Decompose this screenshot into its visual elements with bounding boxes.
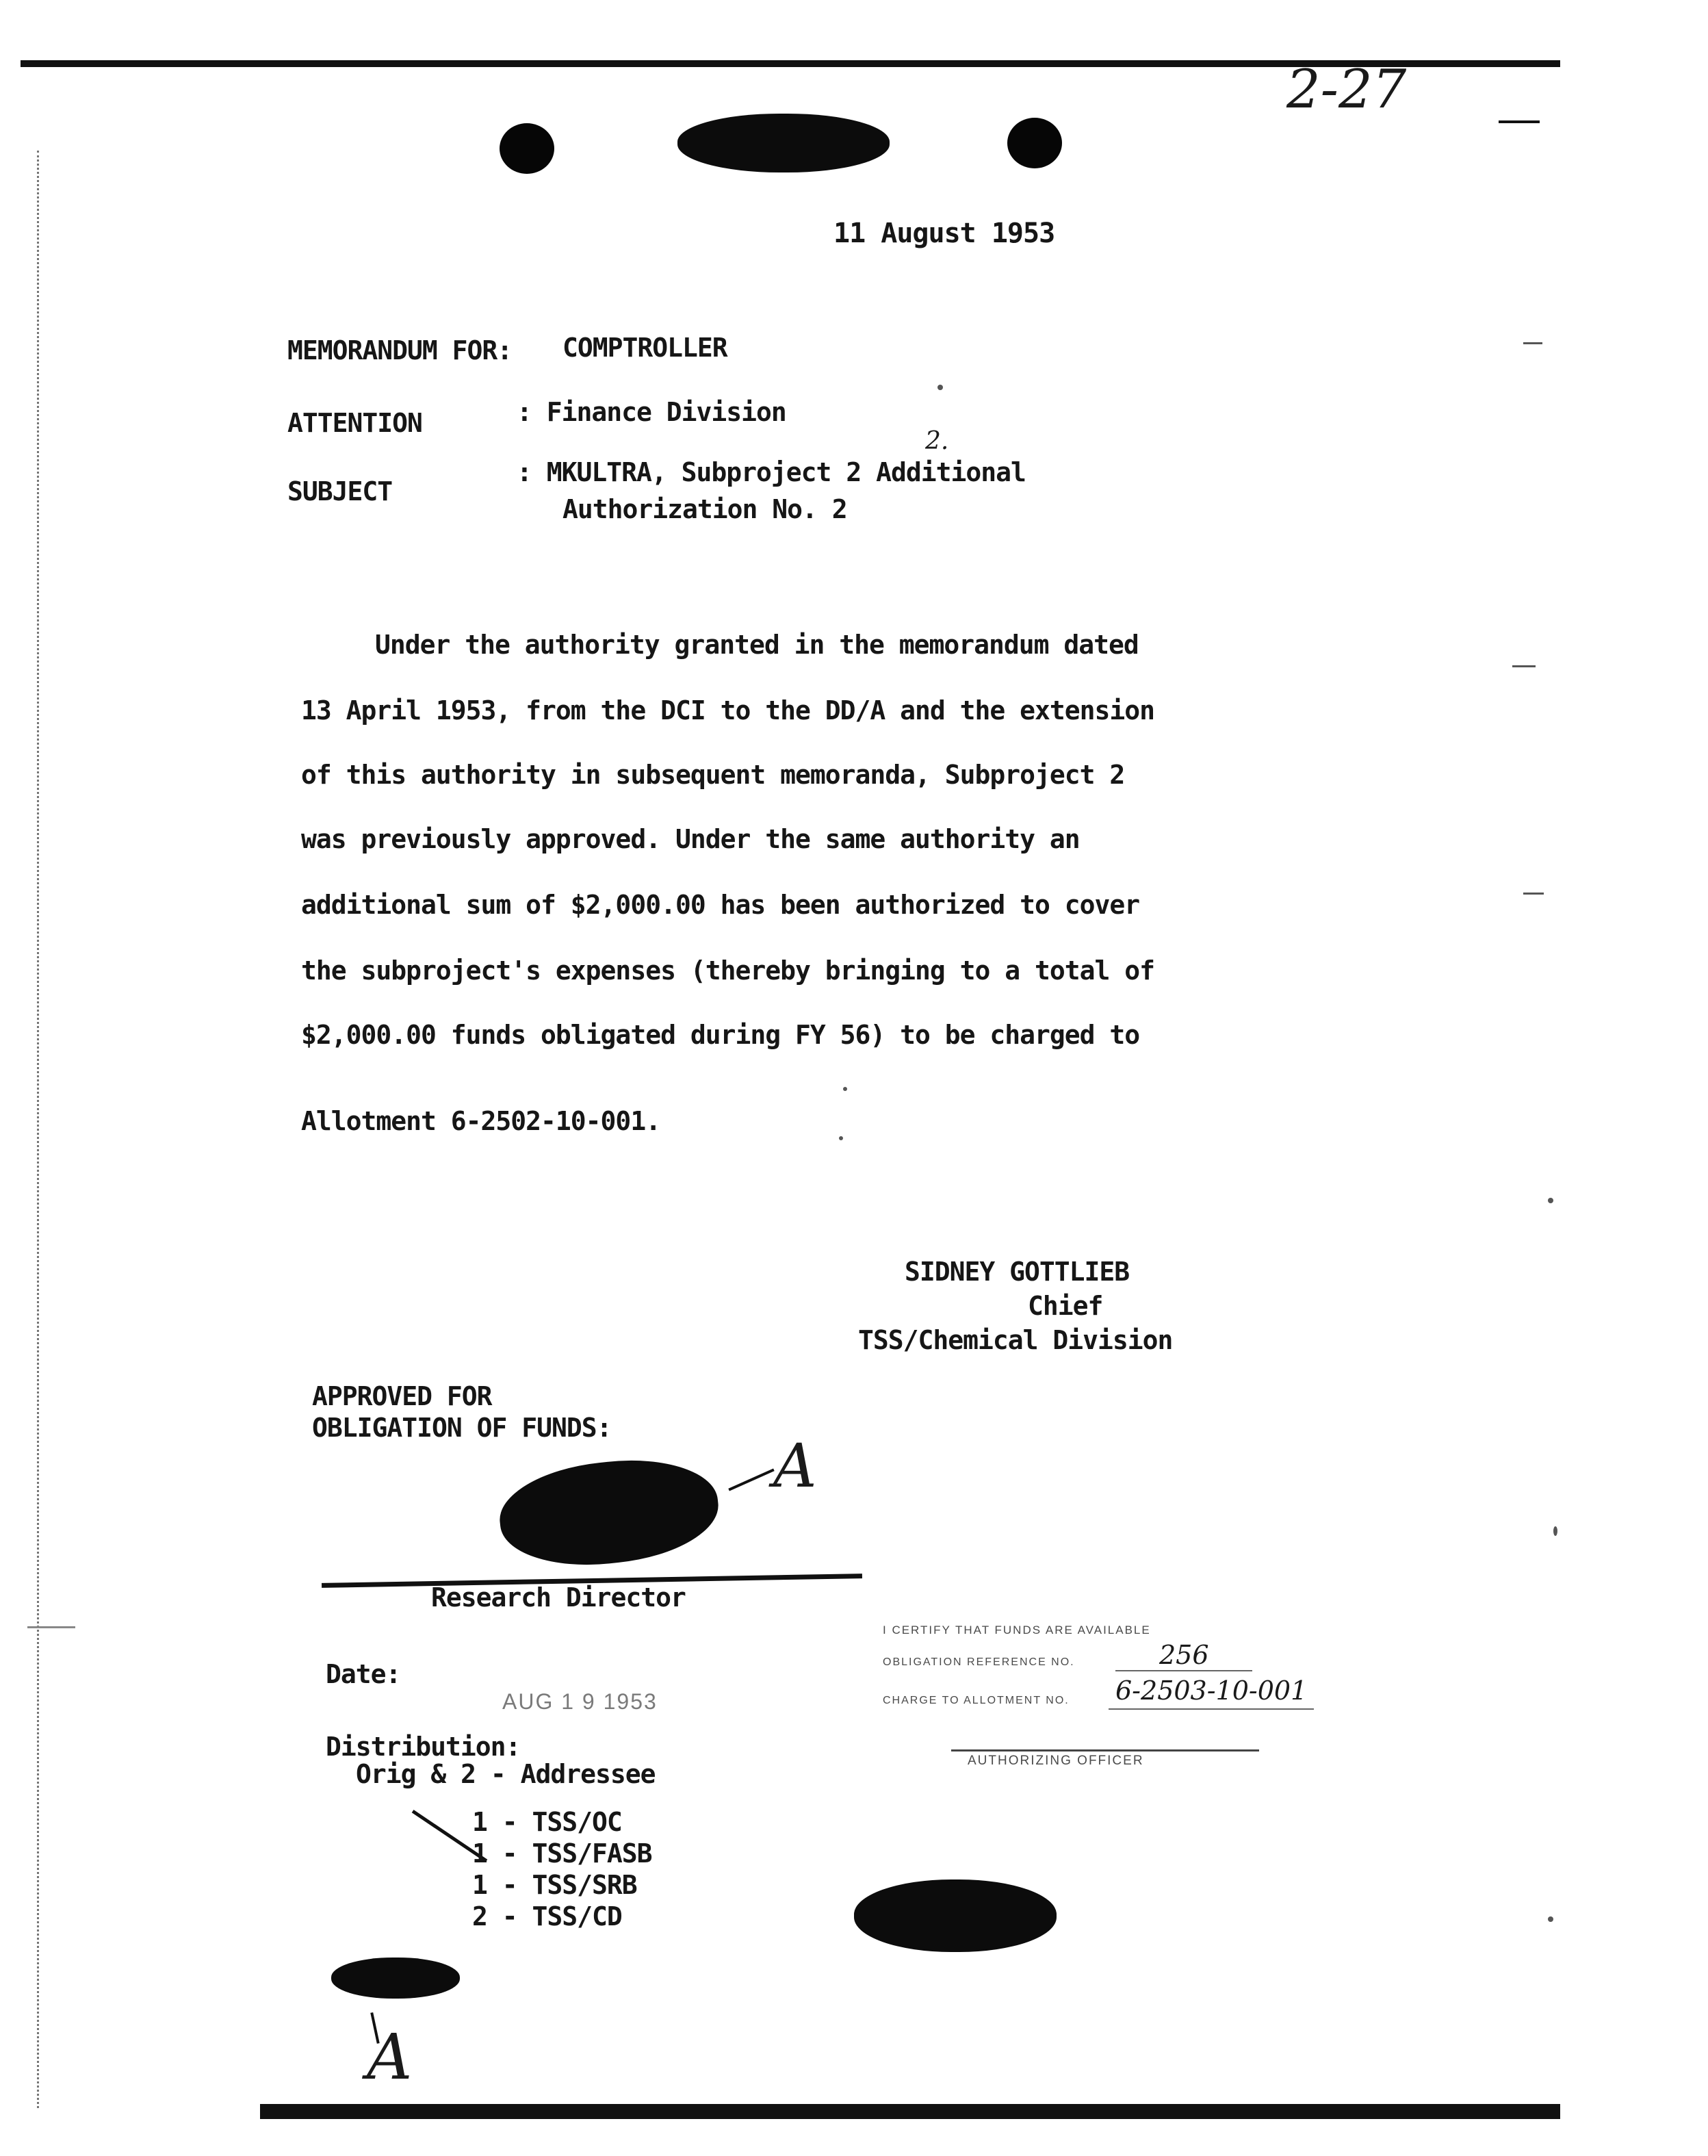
distribution-item-4: 2 - TSS/CD [472, 1901, 622, 1932]
scan-speck [1512, 665, 1536, 667]
scan-speck [1523, 342, 1542, 344]
memo-for-label: MEMORANDUM FOR: [287, 335, 513, 365]
approval-mark-stroke [728, 1469, 774, 1491]
body-line-5: additional sum of $2,000.00 has been authorized to cover [301, 890, 1140, 920]
certify-line-2-label: OBLIGATION REFERENCE NO. [883, 1656, 1075, 1668]
body-line-1: Under the authority granted in the memorandum dated [375, 630, 1139, 660]
certify-line-3-label: CHARGE TO ALLOTMENT NO. [883, 1695, 1070, 1706]
distribution-item-3: 1 - TSS/SRB [472, 1870, 637, 1900]
left-margin-line [37, 151, 39, 2108]
certify-officer-label: AUTHORIZING OFFICER [968, 1754, 1144, 1768]
redaction-top [677, 114, 890, 172]
scan-speck [27, 1626, 75, 1628]
certify-line-2-value: 256 [1159, 1640, 1209, 1670]
attention-value: : Finance Division [517, 397, 786, 427]
redaction-bottom-left [331, 1958, 460, 1999]
redaction-distribution-right [854, 1879, 1057, 1952]
punch-hole-left [500, 123, 554, 174]
scan-speck [839, 1136, 843, 1140]
scan-speck [937, 385, 943, 390]
body-line-6: the subproject's expenses (thereby bringing to a total of [301, 955, 1155, 986]
approver-role: Research Director [431, 1582, 686, 1613]
certify-officer-line [951, 1749, 1259, 1751]
attention-label: ATTENTION [287, 408, 422, 438]
distribution-item-1: 1 - TSS/OC [472, 1807, 622, 1837]
approval-line1: APPROVED FOR [312, 1381, 492, 1411]
approval-line2: OBLIGATION OF FUNDS: [312, 1413, 612, 1443]
body-line-2: 13 April 1953, from the DCI to the DD/A and the extension [301, 695, 1155, 726]
subject-label: SUBJECT [287, 476, 393, 506]
signer-name: SIDNEY GOTTLIEB [905, 1257, 1130, 1287]
distribution-item-2: 1 - TSS/FASB [472, 1838, 652, 1869]
signer-title: Chief [1028, 1291, 1103, 1321]
distribution-label: Distribution: [326, 1732, 521, 1762]
date-label: Date: [326, 1659, 401, 1689]
certify-line-2-underline [1115, 1670, 1252, 1671]
scan-speck [843, 1087, 847, 1091]
scan-speck [1523, 893, 1544, 895]
bottom-scan-border [260, 2104, 1560, 2119]
approval-handwritten-mark: A [773, 1430, 817, 1501]
subject-line1: : MKULTRA, Subproject 2 Additional [517, 457, 1026, 487]
scan-speck [1548, 1916, 1553, 1922]
scan-speck [1553, 1526, 1557, 1536]
distribution-header-item: Orig & 2 - Addressee [356, 1759, 656, 1789]
body-line-7: $2,000.00 funds obligated during FY 56) to be charged to [301, 1020, 1140, 1050]
body-line-4: was previously approved. Under the same authority an [301, 824, 1080, 854]
page-number-dash [1499, 120, 1540, 123]
footer-handwritten-mark: A [367, 2020, 413, 2094]
memo-date: 11 August 1953 [833, 218, 1055, 249]
body-line-3: of this authority in subsequent memoranda, Subproject 2 [301, 760, 1125, 790]
certify-line-3-value: 6-2503-10-001 [1115, 1676, 1308, 1706]
subject-correction: 2. [925, 427, 949, 455]
punch-hole-right [1007, 118, 1062, 168]
signer-division: TSS/Chemical Division [858, 1325, 1173, 1355]
page-number: 2-27 [1286, 59, 1407, 120]
body-line-8: Allotment 6-2502-10-001. [301, 1106, 661, 1136]
redaction-approver-signature [495, 1451, 723, 1575]
date-stamp: AUG 1 9 1953 [502, 1689, 658, 1714]
certify-line-3-underline [1109, 1708, 1314, 1710]
memo-for-value: COMPTROLLER [562, 333, 727, 363]
scan-speck [1548, 1198, 1553, 1203]
subject-line2: Authorization No. 2 [562, 494, 847, 524]
certify-line-1: I CERTIFY THAT FUNDS ARE AVAILABLE [883, 1624, 1151, 1637]
